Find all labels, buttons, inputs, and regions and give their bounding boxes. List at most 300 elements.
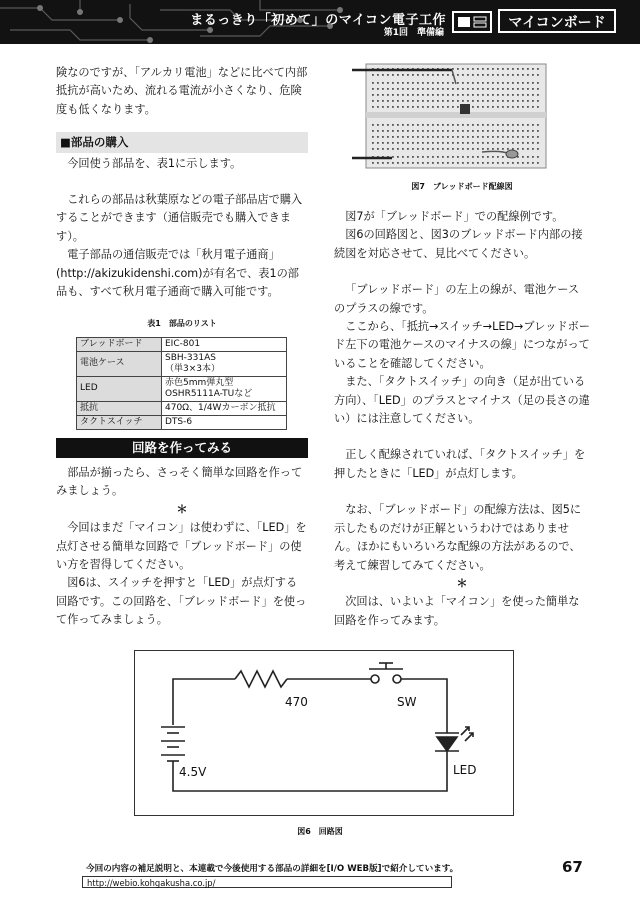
resistor-label: 470 xyxy=(285,695,308,709)
breadboard-hole xyxy=(482,88,484,90)
breadboard-hole xyxy=(442,100,444,102)
breadboard-hole xyxy=(532,124,534,126)
led-label: LED xyxy=(453,763,477,777)
breadboard-hole xyxy=(422,124,424,126)
breadboard-hole xyxy=(452,142,454,144)
breadboard-hole xyxy=(502,148,504,150)
breadboard-hole xyxy=(472,162,474,164)
breadboard-hole xyxy=(397,94,399,96)
breadboard-hole xyxy=(517,82,519,84)
breadboard-hole xyxy=(497,88,499,90)
breadboard-hole xyxy=(392,82,394,84)
breadboard-hole xyxy=(452,136,454,138)
table-row xyxy=(77,337,287,351)
breadboard-hole xyxy=(522,82,524,84)
breadboard-hole xyxy=(522,124,524,126)
breadboard-hole xyxy=(372,130,374,132)
breadboard-hole xyxy=(512,124,514,126)
breadboard-hole xyxy=(447,100,449,102)
breadboard-hole xyxy=(382,100,384,102)
left-paragraph-5: 部品が揃ったら、さっそく簡単な回路を作ってみましょう。 xyxy=(56,465,303,498)
breadboard-hole xyxy=(407,82,409,84)
breadboard-hole xyxy=(387,82,389,84)
breadboard-hole xyxy=(522,74,524,76)
breadboard-hole xyxy=(457,68,459,70)
breadboard-hole xyxy=(487,74,489,76)
breadboard-hole xyxy=(502,68,504,70)
breadboard-hole xyxy=(427,100,429,102)
breadboard-hole xyxy=(472,148,474,150)
breadboard-hole xyxy=(522,88,524,90)
breadboard-hole xyxy=(517,162,519,164)
breadboard-hole xyxy=(512,68,514,70)
breadboard-hole xyxy=(417,100,419,102)
breadboard-hole xyxy=(477,68,479,70)
breadboard-hole xyxy=(382,74,384,76)
breadboard-hole xyxy=(532,68,534,70)
breadboard-hole xyxy=(412,94,414,96)
breadboard-hole xyxy=(382,106,384,108)
breadboard-hole xyxy=(427,74,429,76)
breadboard-hole xyxy=(437,156,439,158)
breadboard-hole xyxy=(452,68,454,70)
breadboard-hole xyxy=(487,82,489,84)
breadboard-hole xyxy=(402,162,404,164)
breadboard-hole xyxy=(532,106,534,108)
breadboard-hole xyxy=(487,68,489,70)
breadboard-hole xyxy=(392,162,394,164)
breadboard-hole xyxy=(462,88,464,90)
breadboard-hole xyxy=(397,100,399,102)
breadboard-hole xyxy=(382,136,384,138)
breadboard-hole xyxy=(397,106,399,108)
breadboard-hole xyxy=(537,124,539,126)
breadboard-hole xyxy=(492,88,494,90)
breadboard-hole xyxy=(527,156,529,158)
breadboard-hole xyxy=(482,74,484,76)
right-paragraph-8: 次回は、いよいよ「マイコン」を使った簡単な回路を作ってみます。 xyxy=(334,595,580,627)
page-header xyxy=(0,0,640,44)
breadboard-hole xyxy=(492,74,494,76)
breadboard-hole xyxy=(437,82,439,84)
breadboard-hole xyxy=(387,94,389,96)
breadboard-hole xyxy=(512,100,514,102)
breadboard-hole xyxy=(502,136,504,138)
breadboard-hole xyxy=(517,142,519,144)
breadboard-hole xyxy=(422,136,424,138)
breadboard-hole xyxy=(502,94,504,96)
breadboard-wiring-figure xyxy=(352,62,548,170)
breadboard-hole xyxy=(527,68,529,70)
right-paragraph-1: 図7が「ブレッドボード」での配線例です。 xyxy=(345,210,564,223)
breadboard-hole xyxy=(382,162,384,164)
breadboard-hole xyxy=(497,100,499,102)
breadboard-hole xyxy=(507,100,509,102)
breadboard-hole xyxy=(507,82,509,84)
breadboard-hole xyxy=(477,130,479,132)
breadboard-hole xyxy=(407,88,409,90)
table-cell-value xyxy=(162,351,287,376)
separator-star: ＊ xyxy=(176,502,188,516)
right-column xyxy=(334,208,590,630)
breadboard-hole xyxy=(452,94,454,96)
breadboard-hole xyxy=(377,82,379,84)
breadboard-hole xyxy=(477,156,479,158)
breadboard-hole xyxy=(487,162,489,164)
breadboard-hole xyxy=(397,156,399,158)
breadboard-hole xyxy=(517,148,519,150)
breadboard-hole xyxy=(397,74,399,76)
breadboard-hole xyxy=(442,136,444,138)
breadboard-hole xyxy=(412,142,414,144)
breadboard-hole xyxy=(537,156,539,158)
breadboard-hole xyxy=(467,82,469,84)
breadboard-hole xyxy=(457,88,459,90)
breadboard-hole xyxy=(402,156,404,158)
breadboard-hole xyxy=(487,142,489,144)
breadboard-hole xyxy=(487,136,489,138)
breadboard-hole xyxy=(457,74,459,76)
breadboard-hole xyxy=(402,148,404,150)
breadboard-hole xyxy=(522,156,524,158)
left-paragraph-3: これらの部品は秋葉原などの電子部品店で購入することができます（通信販売でも購入できます）。 xyxy=(56,193,303,243)
microcontroller-board-icon xyxy=(452,11,492,33)
breadboard-hole xyxy=(457,130,459,132)
breadboard-hole xyxy=(477,74,479,76)
breadboard-hole xyxy=(417,148,419,150)
breadboard-hole xyxy=(377,142,379,144)
switch-label: SW xyxy=(397,695,417,709)
breadboard-hole xyxy=(537,94,539,96)
breadboard-hole xyxy=(497,156,499,158)
breadboard-hole xyxy=(512,74,514,76)
breadboard-hole xyxy=(477,142,479,144)
table-cell-line: （単3×3本） xyxy=(165,363,220,374)
breadboard-hole xyxy=(432,94,434,96)
breadboard-hole xyxy=(477,162,479,164)
breadboard-hole xyxy=(472,94,474,96)
breadboard-hole xyxy=(457,124,459,126)
breadboard-hole xyxy=(417,106,419,108)
breadboard-hole xyxy=(377,74,379,76)
breadboard-hole xyxy=(487,94,489,96)
breadboard-hole xyxy=(502,106,504,108)
breadboard-hole xyxy=(417,82,419,84)
breadboard-hole xyxy=(427,94,429,96)
breadboard-hole xyxy=(447,142,449,144)
breadboard-hole xyxy=(507,162,509,164)
breadboard-hole xyxy=(407,162,409,164)
breadboard-hole xyxy=(467,100,469,102)
left-column xyxy=(56,64,308,630)
breadboard-hole xyxy=(452,156,454,158)
breadboard-hole xyxy=(457,142,459,144)
breadboard-hole xyxy=(512,82,514,84)
breadboard-hole xyxy=(477,106,479,108)
breadboard-hole xyxy=(522,68,524,70)
breadboard-hole xyxy=(392,100,394,102)
breadboard-hole xyxy=(517,94,519,96)
breadboard-hole xyxy=(447,82,449,84)
breadboard-hole xyxy=(427,156,429,158)
breadboard-hole xyxy=(422,74,424,76)
breadboard-hole xyxy=(392,106,394,108)
breadboard-hole xyxy=(427,142,429,144)
breadboard-hole xyxy=(417,124,419,126)
breadboard-hole xyxy=(512,142,514,144)
breadboard-hole xyxy=(402,124,404,126)
breadboard-hole xyxy=(407,100,409,102)
table-cell-item: LED xyxy=(77,376,162,401)
breadboard-hole xyxy=(422,82,424,84)
breadboard-hole xyxy=(497,106,499,108)
breadboard-hole xyxy=(422,162,424,164)
breadboard-hole xyxy=(452,148,454,150)
breadboard-hole xyxy=(537,142,539,144)
breadboard-hole xyxy=(432,82,434,84)
breadboard-hole xyxy=(392,74,394,76)
breadboard-hole xyxy=(522,100,524,102)
breadboard-hole xyxy=(397,130,399,132)
breadboard-hole xyxy=(422,100,424,102)
breadboard-hole xyxy=(462,74,464,76)
breadboard-hole xyxy=(382,94,384,96)
breadboard-hole xyxy=(427,82,429,84)
breadboard-hole xyxy=(467,124,469,126)
breadboard-hole xyxy=(502,162,504,164)
breadboard-hole xyxy=(437,130,439,132)
breadboard-hole xyxy=(432,100,434,102)
table-cell-item: ブレッドボード xyxy=(77,337,162,351)
breadboard-hole xyxy=(392,142,394,144)
breadboard-hole xyxy=(467,136,469,138)
breadboard-hole xyxy=(482,148,484,150)
breadboard-hole xyxy=(527,106,529,108)
breadboard-hole xyxy=(422,88,424,90)
breadboard-hole xyxy=(527,94,529,96)
breadboard-hole xyxy=(457,100,459,102)
breadboard-hole xyxy=(407,130,409,132)
breadboard-hole xyxy=(467,88,469,90)
breadboard-hole xyxy=(407,124,409,126)
breadboard-hole xyxy=(377,136,379,138)
breadboard-hole xyxy=(397,148,399,150)
breadboard-hole xyxy=(527,136,529,138)
breadboard-hole xyxy=(532,142,534,144)
breadboard-hole xyxy=(442,142,444,144)
breadboard-hole xyxy=(447,74,449,76)
breadboard-hole xyxy=(497,82,499,84)
breadboard-hole xyxy=(437,124,439,126)
breadboard-hole xyxy=(382,148,384,150)
breadboard-hole xyxy=(497,130,499,132)
breadboard-hole xyxy=(427,124,429,126)
breadboard-hole xyxy=(377,88,379,90)
breadboard-hole xyxy=(432,124,434,126)
breadboard-hole xyxy=(417,156,419,158)
breadboard-hole xyxy=(532,100,534,102)
figure-7-caption: 図7 ブレッドボード配線図 xyxy=(411,182,513,191)
left-paragraph-6: 今回はまだ「マイコン」は使わずに、「LED」を点灯させる簡単な回路で「ブレッドボード」の使い方を習得してください。 xyxy=(56,521,307,571)
breadboard-hole xyxy=(377,130,379,132)
breadboard-hole xyxy=(387,124,389,126)
breadboard-hole xyxy=(457,136,459,138)
breadboard-hole xyxy=(402,94,404,96)
breadboard-hole xyxy=(447,124,449,126)
breadboard-hole xyxy=(532,94,534,96)
breadboard-hole xyxy=(452,106,454,108)
breadboard-hole xyxy=(482,136,484,138)
section-heading-circuit: 回路を作ってみる xyxy=(56,438,308,458)
breadboard-hole xyxy=(497,124,499,126)
breadboard-hole xyxy=(482,68,484,70)
breadboard-hole xyxy=(482,94,484,96)
breadboard-hole xyxy=(482,130,484,132)
breadboard-hole xyxy=(517,68,519,70)
breadboard-hole xyxy=(497,74,499,76)
breadboard-hole xyxy=(522,136,524,138)
breadboard-hole xyxy=(492,148,494,150)
breadboard-hole xyxy=(417,162,419,164)
breadboard-hole xyxy=(467,130,469,132)
breadboard-hole xyxy=(497,94,499,96)
breadboard-hole xyxy=(482,100,484,102)
breadboard-hole xyxy=(407,74,409,76)
breadboard-hole xyxy=(477,148,479,150)
breadboard-hole xyxy=(432,142,434,144)
breadboard-hole xyxy=(477,124,479,126)
circuit-diagram-figure xyxy=(134,650,514,816)
breadboard-hole xyxy=(372,106,374,108)
breadboard-hole xyxy=(407,94,409,96)
breadboard-hole xyxy=(477,136,479,138)
breadboard-hole xyxy=(462,130,464,132)
breadboard-hole xyxy=(532,136,534,138)
breadboard-hole xyxy=(492,124,494,126)
breadboard-hole xyxy=(372,88,374,90)
breadboard-hole xyxy=(472,142,474,144)
breadboard-hole xyxy=(472,74,474,76)
breadboard-hole xyxy=(377,162,379,164)
breadboard-hole xyxy=(437,136,439,138)
breadboard-hole xyxy=(387,74,389,76)
breadboard-hole xyxy=(537,82,539,84)
breadboard-hole xyxy=(517,124,519,126)
breadboard-hole xyxy=(507,94,509,96)
breadboard-hole xyxy=(417,94,419,96)
breadboard-hole xyxy=(537,162,539,164)
breadboard-hole xyxy=(402,130,404,132)
breadboard-hole xyxy=(462,94,464,96)
breadboard-hole xyxy=(432,136,434,138)
breadboard-hole xyxy=(487,100,489,102)
breadboard-hole xyxy=(477,100,479,102)
breadboard-hole xyxy=(412,156,414,158)
breadboard-hole xyxy=(432,130,434,132)
breadboard-hole xyxy=(372,100,374,102)
breadboard-hole xyxy=(512,130,514,132)
breadboard-hole xyxy=(382,82,384,84)
breadboard-hole xyxy=(392,156,394,158)
breadboard-hole xyxy=(487,156,489,158)
breadboard-hole xyxy=(527,82,529,84)
breadboard-hole xyxy=(397,124,399,126)
table-cell-value: DTS-6 xyxy=(162,415,287,429)
breadboard-hole xyxy=(412,130,414,132)
breadboard-hole xyxy=(522,94,524,96)
breadboard-hole xyxy=(532,74,534,76)
table-cell-item: タクトスイッチ xyxy=(77,415,162,429)
breadboard-hole xyxy=(537,68,539,70)
breadboard-hole xyxy=(482,106,484,108)
breadboard-hole xyxy=(462,82,464,84)
breadboard-hole xyxy=(392,136,394,138)
breadboard-hole xyxy=(457,148,459,150)
breadboard-hole xyxy=(517,100,519,102)
breadboard-hole xyxy=(392,88,394,90)
footer-url[interactable]: http://webio.kohgakusha.co.jp/ xyxy=(82,876,452,888)
figure-6-caption: 図6 回路図 xyxy=(297,827,343,836)
breadboard-hole xyxy=(467,74,469,76)
breadboard-hole xyxy=(407,156,409,158)
breadboard-hole xyxy=(527,124,529,126)
breadboard-hole xyxy=(457,156,459,158)
breadboard-hole xyxy=(537,74,539,76)
breadboard-hole xyxy=(487,130,489,132)
breadboard-hole xyxy=(402,82,404,84)
breadboard-hole xyxy=(462,156,464,158)
breadboard-hole xyxy=(457,94,459,96)
breadboard-hole xyxy=(447,156,449,158)
section-heading-parts: ■部品の購入 xyxy=(56,132,308,152)
table-cell-value xyxy=(162,376,287,401)
breadboard-hole xyxy=(382,88,384,90)
breadboard-hole xyxy=(492,100,494,102)
breadboard-hole xyxy=(442,148,444,150)
breadboard-hole xyxy=(532,88,534,90)
footer-note: 今回の内容の補足説明と、本連載で今後使用する部品の詳細を[I/O WEB版]で紹介しています。 xyxy=(86,864,459,874)
breadboard-hole xyxy=(447,130,449,132)
breadboard-hole xyxy=(422,156,424,158)
breadboard-hole xyxy=(437,142,439,144)
breadboard-hole xyxy=(502,82,504,84)
breadboard-hole xyxy=(412,82,414,84)
breadboard-hole xyxy=(462,142,464,144)
breadboard-hole xyxy=(402,88,404,90)
breadboard-hole xyxy=(517,106,519,108)
breadboard-hole xyxy=(472,124,474,126)
breadboard-hole xyxy=(507,136,509,138)
breadboard-hole xyxy=(482,156,484,158)
breadboard-hole xyxy=(472,130,474,132)
breadboard-hole xyxy=(372,94,374,96)
breadboard-hole xyxy=(477,82,479,84)
right-paragraph-3: 「ブレッドボード」の左上の線が、電池ケースのプラスの線です。 xyxy=(334,283,580,315)
breadboard-hole xyxy=(522,162,524,164)
breadboard-hole xyxy=(467,68,469,70)
breadboard-hole xyxy=(432,148,434,150)
breadboard-hole xyxy=(452,124,454,126)
table-row xyxy=(77,401,287,415)
breadboard-hole xyxy=(442,82,444,84)
breadboard-hole xyxy=(372,162,374,164)
breadboard-hole xyxy=(437,94,439,96)
breadboard-hole xyxy=(387,130,389,132)
breadboard-hole xyxy=(502,124,504,126)
breadboard-hole xyxy=(412,136,414,138)
breadboard-hole xyxy=(382,124,384,126)
breadboard-hole xyxy=(492,82,494,84)
